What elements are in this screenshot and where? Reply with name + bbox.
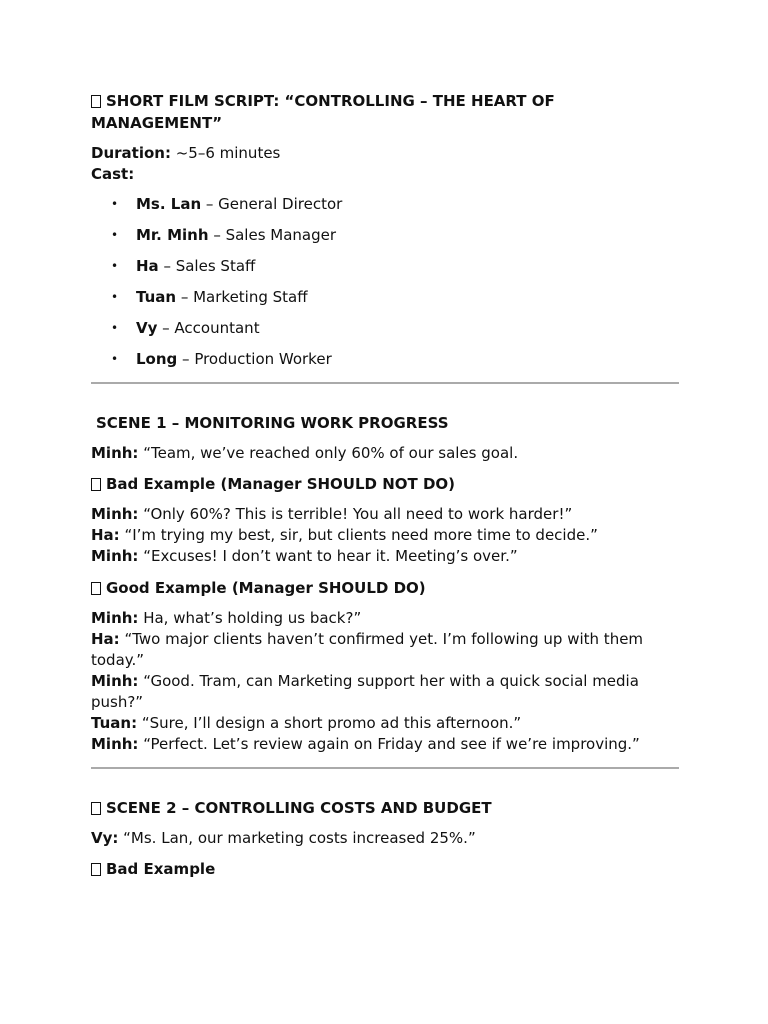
duration-line	[91, 143, 679, 164]
bullet-icon: •	[111, 321, 119, 335]
box-icon	[91, 863, 101, 876]
dialogue-line: Minh: Ha, what’s holding us back?”	[91, 609, 362, 627]
cast-item: • Ha – Sales Staff	[111, 257, 256, 275]
bullet-icon: •	[111, 290, 119, 304]
cast-item: • Tuan – Marketing Staff	[111, 288, 308, 306]
scene1-bad-heading: Bad Example (Manager SHOULD NOT DO)	[91, 473, 679, 495]
bullet-icon: •	[111, 197, 119, 211]
cast-item: • Vy – Accountant	[111, 319, 260, 337]
bullet-icon: •	[111, 228, 119, 242]
scene1-bad-dialogue	[91, 504, 679, 567]
box-icon	[91, 802, 101, 815]
box-icon	[91, 582, 101, 595]
dialogue-line: Minh: “Only 60%? This is terrible! You all need to work harder!”	[91, 505, 573, 523]
cast-item: • Ms. Lan – General Director	[111, 195, 343, 213]
scene1-good-heading: Good Example (Manager SHOULD DO)	[91, 577, 679, 599]
dialogue-line: Ha: “I’m trying my best, sir, but clients need more time to decide.”	[91, 526, 598, 544]
scene2-bad-heading: Bad Example	[91, 858, 679, 880]
box-icon	[91, 95, 101, 108]
dialogue-line: Tuan: “Sure, I’ll design a short promo ad this afternoon.”	[91, 714, 522, 732]
bullet-icon: •	[111, 259, 119, 273]
script-title: SHORT FILM SCRIPT: “CONTROLLING – THE HEART OF MANAGEMENT”	[91, 92, 555, 132]
duration-value: ~5–6 minutes	[170, 144, 281, 162]
section-divider	[91, 767, 679, 769]
box-icon	[91, 478, 101, 491]
cast-item: • Long – Production Worker	[111, 350, 332, 368]
script-meta	[91, 143, 679, 185]
cast-label-line	[91, 164, 679, 185]
scene1-good-dialogue	[91, 608, 679, 755]
scene1-intro-line: Minh: “Team, we’ve reached only 60% of our sales goal.	[91, 444, 519, 462]
cast-label: Cast:	[91, 165, 135, 183]
cast-item: • Mr. Minh – Sales Manager	[111, 226, 337, 244]
document-page	[91, 90, 679, 880]
dialogue-line: Minh: “Excuses! I don’t want to hear it. Meeting’s over.”	[91, 547, 518, 565]
scene1-title: SCENE 1 – MONITORING WORK PROGRESS	[96, 414, 449, 432]
scene2-intro-line: Vy: “Ms. Lan, our marketing costs increased 25%.”	[91, 829, 476, 847]
dialogue-line: Minh: “Perfect. Let’s review again on Friday and see if we’re improving.”	[91, 735, 640, 753]
cast-list	[91, 194, 679, 370]
dialogue-line: Minh: “Good. Tram, can Marketing support her with a quick social media push?”	[91, 672, 639, 711]
dialogue-line: Ha: “Two major clients haven’t confirmed yet. I’m following up with them today.”	[91, 630, 644, 669]
duration-label: Duration:	[91, 144, 171, 162]
scene2-title: SCENE 2 – CONTROLLING COSTS AND BUDGET	[91, 797, 679, 819]
section-divider	[91, 382, 679, 384]
bullet-icon: •	[111, 352, 119, 366]
